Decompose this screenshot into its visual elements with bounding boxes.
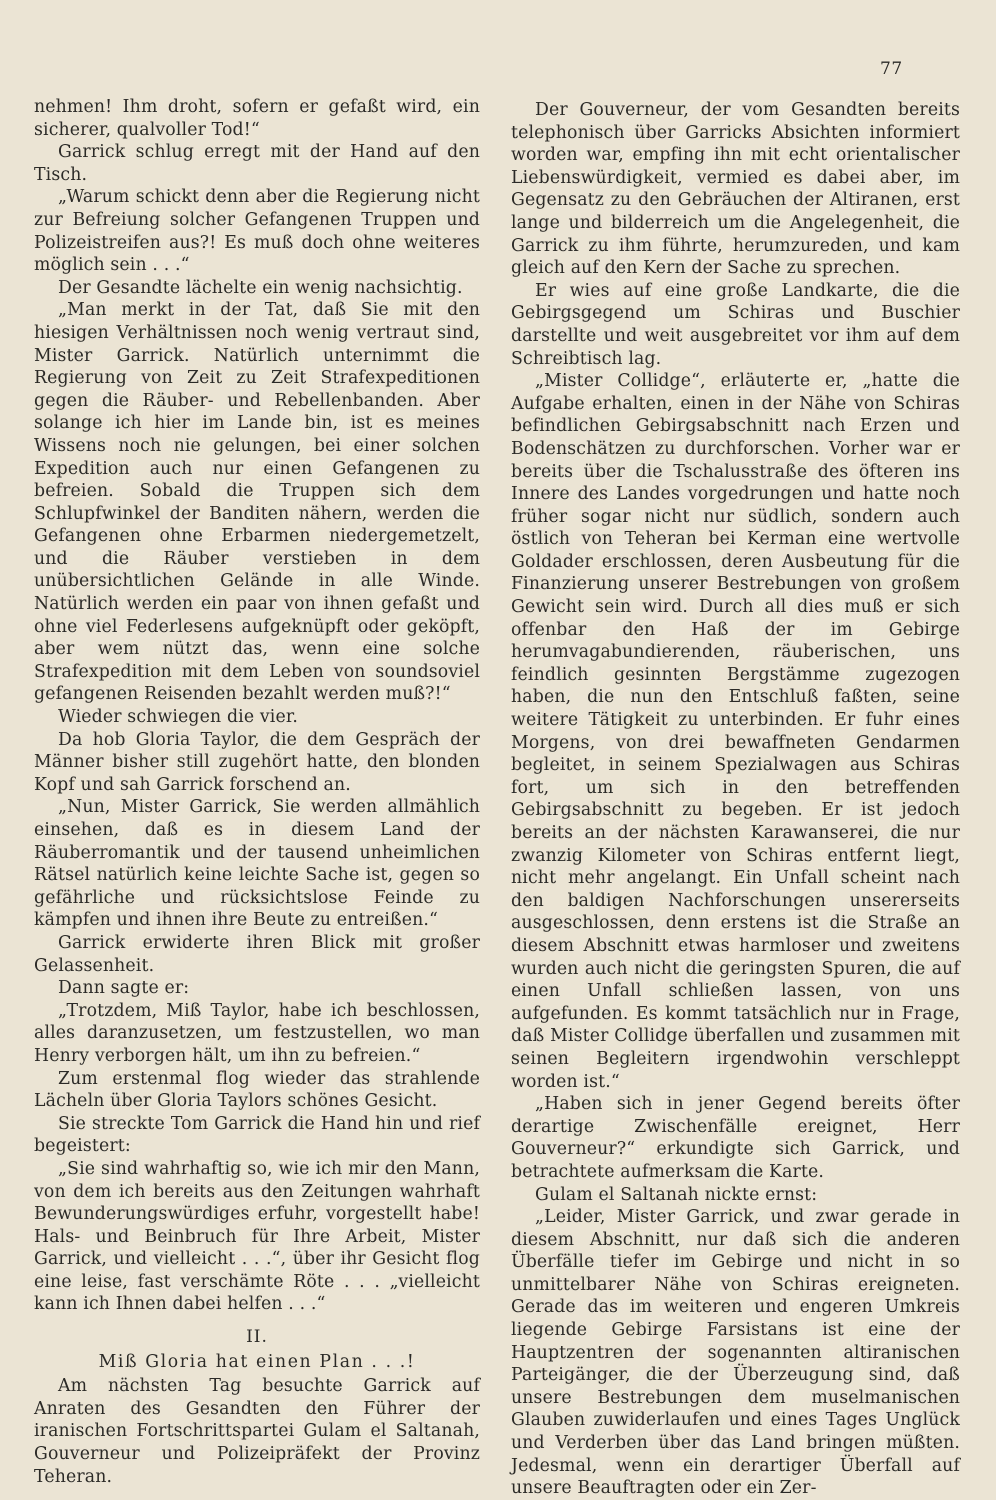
page-number: 77 [880, 59, 903, 79]
paragraph: Garrick erwiderte ihren Blick mit großer Gelassenheit. [34, 932, 480, 976]
left-paragraphs-after-heading [34, 1375, 480, 1488]
paragraph: „Leider, Mister Garrick, und zwar gerade in diesem Abschnitt, nur daß sich die anderen Überfälle tiefer im Gebirge und nicht in so unmittelbarer Nähe von Schiras ereigneten. Gerade das im weiteren und engeren Umkreis liegende Gebirge Farsistans ist eine der Hauptzentren der sogenannten altiranischen Parteigänger, die der Überzeugung sind, daß unsere Bestrebungen dem muselmanischen Glauben zuwiderlaufen und eines Tages Unglück und Verderben über das Land bringen müßten. Jedesmal, wenn ein derartiger Überfall auf unsere Beauftragten oder ein Zer- [511, 1207, 960, 1499]
paragraph: „Haben sich in jener Gegend bereits öfter derartige Zwischenfälle ereignet, Herr Gouverneur?“ erkundigte sich Garrick, und betrachtete aufmerksam die Karte. [511, 1094, 960, 1182]
paragraph: Er wies auf eine große Landkarte, die die Gebirgsgegend um Schiras und Buschier darstellte und weit ausgebreitet vor ihm auf dem Schreibtisch lag. [511, 280, 960, 369]
paragraph: Zum erstenmal flog wieder das strahlende Lächeln über Gloria Taylors schönes Gesicht. [34, 1068, 480, 1112]
chapter-number: II. [246, 1327, 268, 1348]
paragraph: Dann sagte er: [58, 978, 190, 999]
paragraph: Der Gesandte lächelte ein wenig nachsichtig. [58, 277, 463, 298]
paragraph: Der Gouverneur, der vom Gesandten bereits telephonisch über Garricks Absichten informiert worden war, empfing ihn mit echt orientalischer Liebenswürdigkeit, vermied es dabei aber, im Gegensatz zu den Gebräuchen der Altiranen, erst lange und bilderreich um die Angelegenheit, die Garrick zu ihm führte, herumzureden, und kam gleich auf den Kern der Sache zu sprechen. [511, 100, 960, 279]
paragraph: Wieder schwiegen die vier. [58, 707, 298, 728]
left-paragraphs-before-heading [34, 96, 480, 1316]
paragraph: Am nächsten Tag besuchte Garrick auf Anraten des Gesandten den Führer der iranischen Fortschrittspartei Gulam el Saltanah, Gouverneur und Polizeipräfekt der Provinz Teheran. [34, 1376, 480, 1487]
paragraph: „Nun, Mister Garrick, Sie werden allmählich einsehen, daß es in diesem Land der Räuberromantik und der tausend unheimlichen Rätsel natürlich keine leichte Sache ist, gegen so gefährliche und rücksichtslose Feinde zu kämpfen und ihnen ihre Beute zu entreißen.“ [34, 797, 480, 931]
paragraph: „Sie sind wahrhaftig so, wie ich mir den Mann, von dem ich bereits aus den Zeitungen wahrhaft Bewunderungswürdiges erfuhr, vorgestellt habe! Hals- und Beinbruch für Ihre Arbeit, Mister Garrick, und vielleicht . . .“, über ihr Gesicht flog eine leise, fast verschämte Röte . . . „vielleicht kann ich Ihnen dabei helfen . . .“ [34, 1158, 480, 1315]
paragraph: „Man merkt in der Tat, daß Sie mit den hiesigen Verhältnissen noch wenig vertraut sind, Mister Garrick. Natürlich unternimmt die Regierung von Zeit zu Zeit Strafexpeditionen gegen die Räuber- und Rebellenbanden. Aber solange ich hier im Lande bin, ist es meines Wissens noch nie gelungen, bei einer solchen Expedition auch nur einen Gefangenen zu befreien. Sobald die Truppen sich dem Schlupfwinkel der Banditen nähern, werden die Gefangenen ohne Erbarmen niedergemetzelt, und die Räuber verstieben in dem unübersichtlichen Gelände in alle Winde. Natürlich werden ein paar von ihnen gefaßt und ohne viel Federlesens aufgeknüpft oder geköpft, aber wem nützt das, wenn eine solche Strafexpedition mit dem Leben von soundsoviel gefangenen Reisenden bezahlt werden muß?!“ [34, 300, 480, 705]
right-column [511, 99, 960, 1500]
chapter-title: Miß Gloria hat einen Plan . . .! [98, 1351, 416, 1372]
left-column [34, 96, 480, 1488]
paragraph: Da hob Gloria Taylor, die dem Gespräch der Männer bisher still zugehört hatte, den blonden Kopf und sah Garrick forschend an. [34, 729, 480, 795]
paragraph: „Warum schickt denn aber die Regierung nicht zur Befreiung solcher Gefangenen Truppen und Polizeistreifen aus?! Es muß doch ohne weiteres möglich sein . . .“ [34, 187, 480, 276]
paragraph: Gulam el Saltanah nickte ernst: [535, 1184, 818, 1205]
paragraph: „Mister Collidge“, erläuterte er, „hatte die Aufgabe erhalten, einen in der Nähe von Schiras befindlichen Gebirgsabschnitt nach Erzen und Bodenschätzen zu durchforschen. Vorher war er bereits über die Tschalusstraße des öfteren ins Innere des Landes vorgedrungen und hatte noch früher sogar nicht nur südlich, sondern auch östlich von Teheran bei Kerman eine wertvolle Goldader erschlossen, deren Ausbeutung für die Finanzierung unserer Bestrebungen von großem Gewicht sein wird. Durch all dies muß er sich offenbar den Haß der im Gebirge herumvagabundierenden, räuberischen, uns feindlich gesinnten Bergstämme zugezogen haben, die nun den Entschluß faßten, seine weitere Tätigkeit zu unterbinden. Er fuhr eines Morgens, von drei bewaffneten Gendarmen begleitet, in seinem Spezialwagen aus Schiras fort, um sich in den betreffenden Gebirgsabschnitt zu begeben. Er ist jedoch bereits an der nächsten Karawanserei, die nur zwanzig Kilometer von Schiras entfernt liegt, nicht mehr angelangt. Ein Unfall scheint nach den baldigen Nachforschungen unsererseits ausgeschlossen, denn erstens ist die Straße an diesem Abschnitt etwas harmloser und zweitens wurden auch nicht die geringsten Spuren, die auf einen Unfall schließen lassen, von uns aufgefunden. Es kommt tatsächlich nur in Frage, daß Mister Collidge überfallen und zusammen mit seinen Begleitern irgendwohin verschleppt worden ist.“ [511, 371, 960, 1092]
paragraph: Sie streckte Tom Garrick die Hand hin und rief begeistert: [34, 1113, 480, 1157]
paragraph: Garrick schlug erregt mit der Hand auf den Tisch. [34, 142, 480, 185]
paragraph: „Trotzdem, Miß Taylor, habe ich beschlossen, alles daranzusetzen, um festzustellen, wo man Henry verborgen hält, um ihn zu befreien.“ [34, 1000, 480, 1066]
paragraph: nehmen! Ihm droht, sofern er gefaßt wird, ein sicherer, qualvoller Tod!“ [34, 97, 480, 140]
